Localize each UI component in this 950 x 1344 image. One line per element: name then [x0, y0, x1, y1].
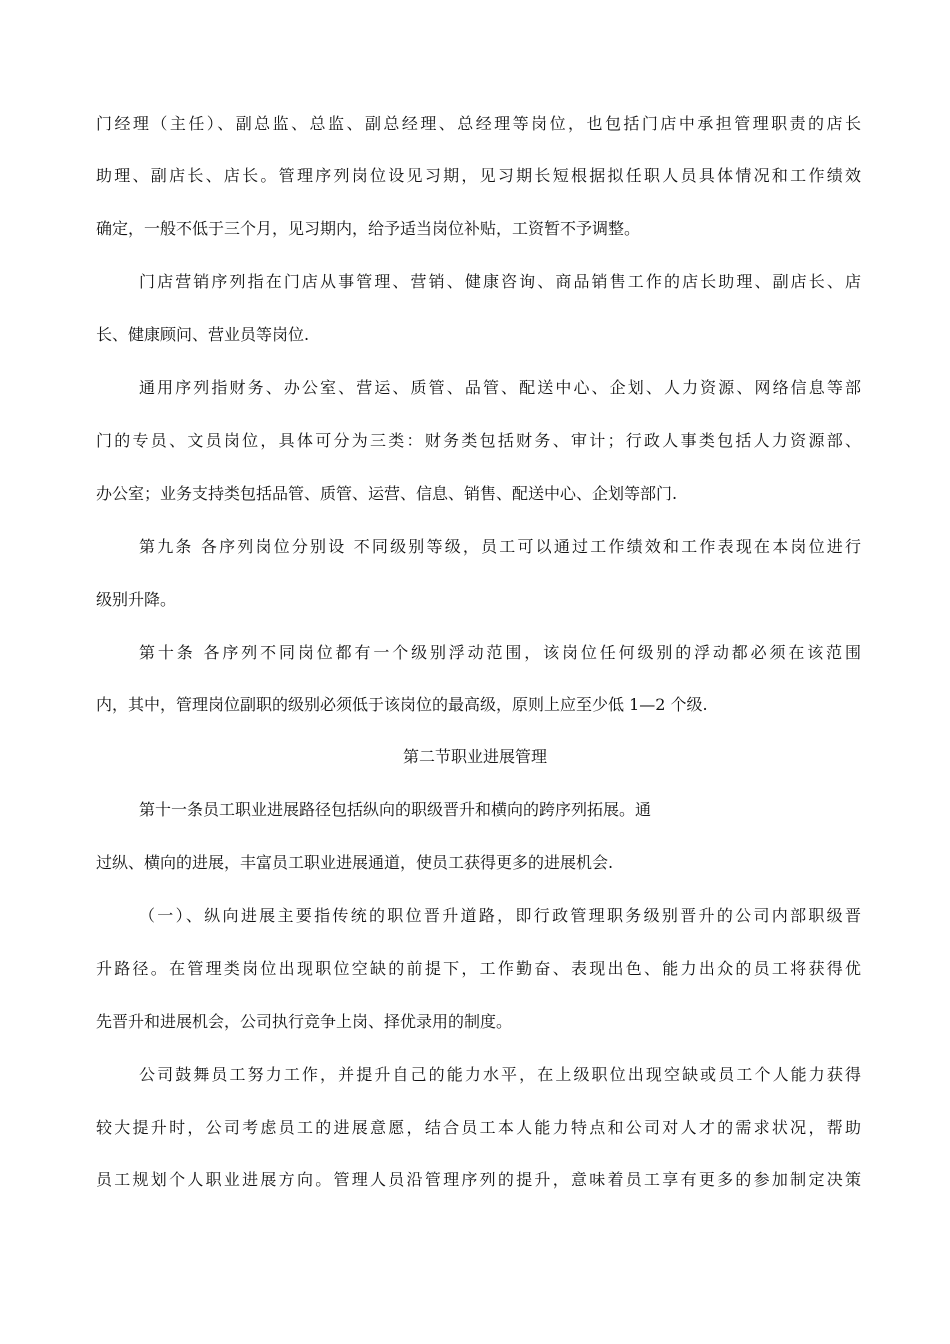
- text-line: 门经理（主任）、副总监、总监、副总经理、总经理等岗位，也包括门店中承担管理职责的店长: [96, 114, 861, 133]
- text-line: 员工规划个人职业进展方向。管理人员沿管理序列的提升，意味着员工享有更多的参加制定决策: [96, 1170, 861, 1189]
- text-line: 门的专员、文员岗位，具体可分为三类：财务类包括财务、审计；行政人事类包括人力资源部、: [96, 431, 861, 450]
- text-line: （一）、纵向进展主要指传统的职位晋升道路，即行政管理职务级别晋升的公司内部职级晋: [139, 906, 861, 925]
- text-line: 公司鼓舞员工努力工作，并提升自己的能力水平，在上级职位出现空缺或员工个人能力获得: [139, 1065, 861, 1084]
- text-line: 长、健康顾问、营业员等岗位.: [96, 325, 310, 344]
- text-line: 级别升降。: [96, 590, 177, 609]
- text-line: 内，其中，管理岗位副职的级别必须低于该岗位的最高级，原则上应至少低 1—2 个级.: [96, 695, 708, 714]
- text-line: 过纵、横向的进展，丰富员工职业进展通道，使员工获得更多的进展机会.: [96, 853, 614, 872]
- text-line: 第十条 各序列不同岗位都有一个级别浮动范围，该岗位任何级别的浮动都必须在该范围: [139, 643, 861, 662]
- text-line: 办公室；业务支持类包括品管、质管、运营、信息、销售、配送中心、企划等部门.: [96, 484, 678, 503]
- text-line: 助理、副店长、店长。管理序列岗位设见习期，见习期长短根据拟任职人员具体情况和工作绩效: [96, 166, 861, 185]
- text-line: 升路径。在管理类岗位出现职位空缺的前提下，工作勤奋、表现出色、能力出众的员工将获得优: [96, 959, 861, 978]
- text-line: 确定，一般不低于三个月，见习期内，给予适当岗位补贴，工资暂不予调整。: [96, 219, 641, 238]
- text-line: 较大提升时，公司考虑员工的进展意愿，结合员工本人能力特点和公司对人才的需求状况，帮助: [96, 1118, 861, 1137]
- section-heading: 第二节职业进展管理: [402, 747, 547, 766]
- text-line: 第十一条员工职业进展路径包括纵向的职级晋升和横向的跨序列拓展。通: [139, 800, 652, 819]
- text-line: 通用序列指财务、办公室、营运、质管、品管、配送中心、企划、人力资源、网络信息等部: [139, 378, 861, 397]
- text-line: 第九条 各序列岗位分别设 不同级别等级，员工可以通过工作绩效和工作表现在本岗位进行: [139, 537, 861, 556]
- text-line: 先晋升和进展机会，公司执行竞争上岗、择优录用的制度。: [96, 1012, 513, 1031]
- text-line: 门店营销序列指在门店从事管理、营销、健康咨询、商品销售工作的店长助理、副店长、店: [139, 272, 861, 291]
